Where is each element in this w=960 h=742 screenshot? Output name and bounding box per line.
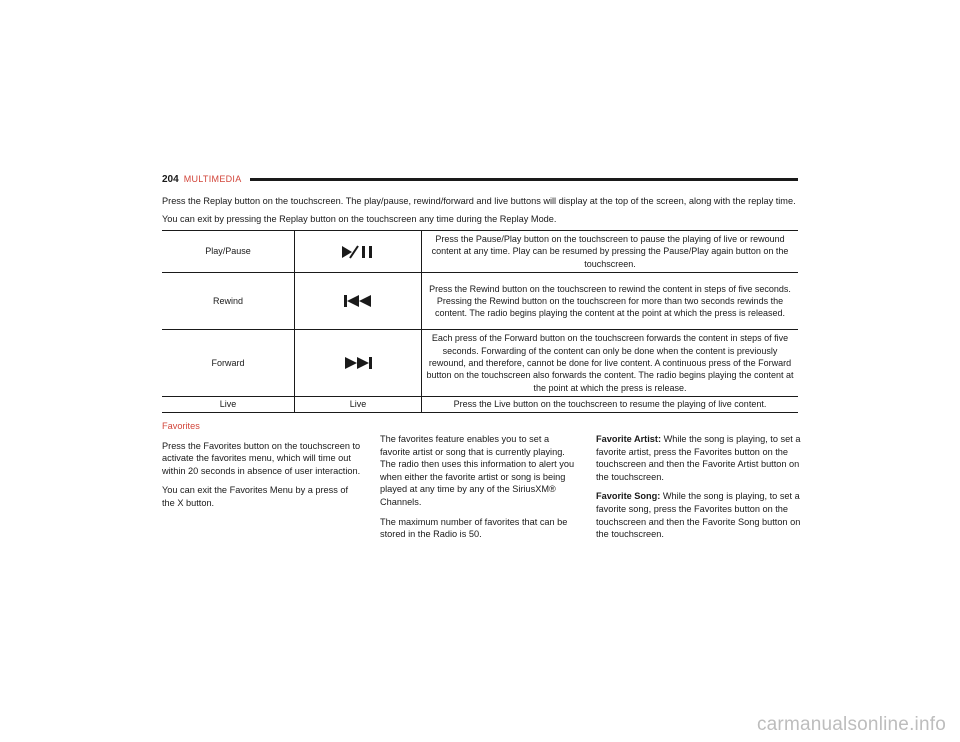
table-row bbox=[162, 397, 798, 412]
favorites-paragraph-1: Press the Favorites button on the touchscreen to activate the favorites menu, which will time out within 20 seconds in absence of user interaction. bbox=[162, 440, 361, 476]
control-description: Each press of the Forward button on the touchscreen forwards the content in steps of five seconds. Forwarding of the content can only be done when the content is previously rewound, and therefore, cannot be done for live content. A continuous press of the Forward button on the touchscreen also forwards the content. The radio begins playing the content at the point at which the press is release. bbox=[426, 333, 794, 393]
forward-icon bbox=[343, 356, 373, 370]
intro-paragraph-1: Press the Replay button on the touchscreen. The play/pause, rewind/forward and live buttons will display at the top of the screen, along with the replay time. bbox=[162, 196, 796, 206]
favorites-paragraph-3: The favorites feature enables you to set a favorite artist or song that is currently playing. The radio then uses this information to alert you when either the favorite artist or song is being played at any time by any of the SiriusXM® Channels. bbox=[380, 434, 575, 507]
table-row bbox=[162, 273, 798, 330]
watermark: carmanualsonline.info bbox=[756, 714, 946, 735]
favorite-artist-paragraph bbox=[596, 433, 801, 483]
favorites-paragraph-2: You can exit the Favorites Menu by a press of the X button. bbox=[162, 485, 349, 508]
header-rule bbox=[250, 178, 798, 181]
page-header bbox=[162, 172, 798, 186]
favorite-song-term: Favorite Song: bbox=[596, 491, 661, 502]
control-icon-cell bbox=[295, 231, 422, 273]
rewind-icon bbox=[343, 294, 373, 308]
control-description: Press the Pause/Play button on the touchscreen to pause the playing of live or rewound content at any time. Play can be resumed by pressing the Pause/Play again button on the touchscreen. bbox=[431, 234, 789, 269]
column-1 bbox=[162, 420, 362, 517]
replay-controls-table bbox=[162, 230, 798, 413]
page-number: 204 bbox=[162, 173, 179, 185]
favorite-song-text: While the song is playing, to set a favorite song, press the Favorites button on the touchscreen and then the Favorite Song button on the touchscreen. bbox=[596, 491, 801, 540]
favorites-paragraph-4: The maximum number of favorites that can be stored in the Radio is 50. bbox=[380, 516, 568, 540]
control-icon-cell bbox=[295, 330, 422, 397]
control-name: Live bbox=[162, 397, 295, 412]
favorites-heading: Favorites bbox=[162, 421, 200, 431]
control-name: Rewind bbox=[162, 273, 295, 330]
control-icon-cell bbox=[295, 273, 422, 330]
control-name: Play/Pause bbox=[162, 231, 295, 273]
control-name: Forward bbox=[162, 330, 295, 397]
favorite-artist-term: Favorite Artist: bbox=[596, 434, 662, 444]
control-description: Press the Live button on the touchscreen to resume the playing of live content. bbox=[453, 399, 767, 410]
favorite-artist-text: While the song is playing, to set a favorite artist, press the Favorites button on the touchscreen and then the Favorite Artist button on the touchscreen. bbox=[596, 434, 801, 482]
column-2 bbox=[380, 433, 580, 548]
favorite-song-paragraph bbox=[596, 490, 801, 540]
column-3 bbox=[596, 433, 801, 548]
play-pause-icon bbox=[341, 245, 375, 259]
table-row bbox=[162, 330, 798, 397]
live-button-label: Live bbox=[295, 397, 422, 412]
control-description: Press the Rewind button on the touchscreen to rewind the content in steps of five seconds. Pressing the Rewind button on the touchscreen for more than two seconds rewinds the content. The radio begins playing the content at the point at which the press is released. bbox=[429, 283, 791, 319]
intro-paragraph-2: You can exit by pressing the Replay button on the touchscreen any time during the Replay Mode. bbox=[162, 214, 557, 224]
section-title: MULTIMEDIA bbox=[183, 174, 242, 184]
table-row bbox=[162, 231, 798, 273]
